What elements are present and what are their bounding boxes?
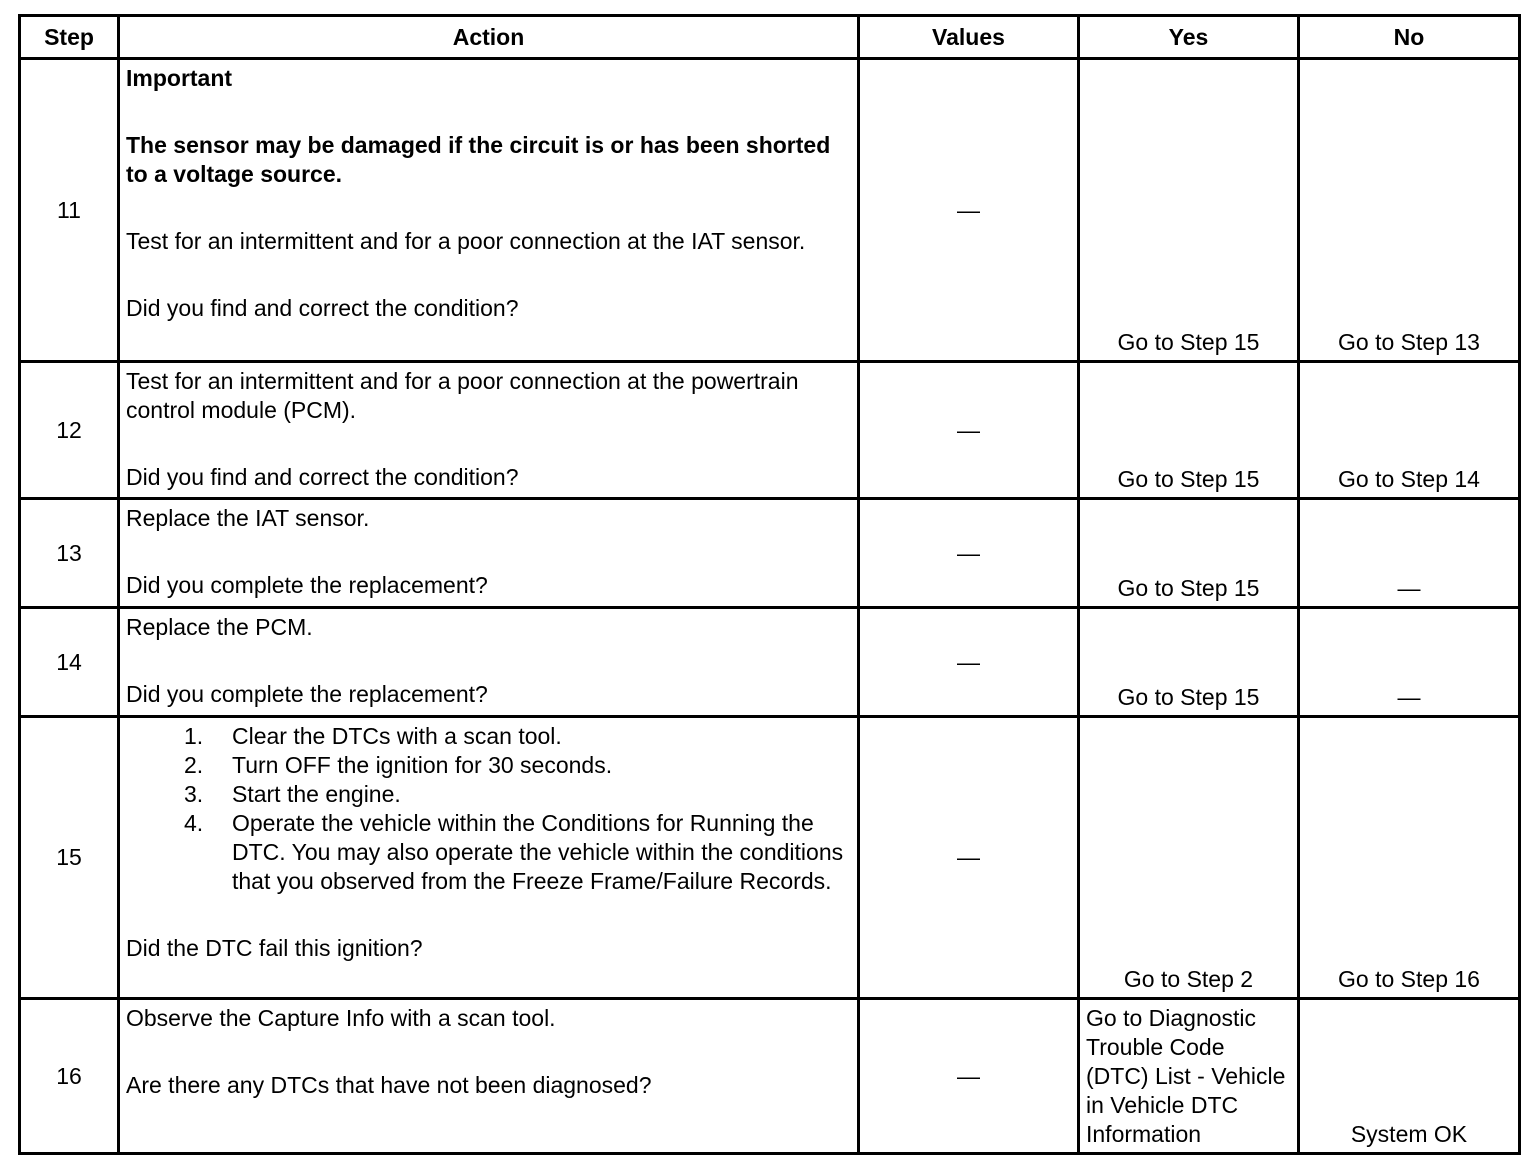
action-cell <box>119 362 859 499</box>
table-row <box>20 999 1520 1154</box>
yes-cell: Go to Step 15 <box>1079 608 1299 717</box>
step-number: 15 <box>20 717 119 999</box>
no-cell: Go to Step 14 <box>1299 362 1520 499</box>
no-cell: Go to Step 13 <box>1299 59 1520 362</box>
table-row <box>20 717 1520 999</box>
no-cell: System OK <box>1299 999 1520 1154</box>
yes-cell: Go to Step 15 <box>1079 499 1299 608</box>
list-item-text: Start the engine. <box>232 781 401 807</box>
list-item <box>184 780 851 809</box>
yes-cell: Go to Diagnostic Trouble Code (DTC) List - Vehicle in Vehicle DTC Information <box>1079 999 1299 1154</box>
list-item <box>184 809 851 896</box>
yes-cell: Go to Step 15 <box>1079 362 1299 499</box>
step-number: 16 <box>20 999 119 1154</box>
step-number: 13 <box>20 499 119 608</box>
values-cell: — <box>859 499 1079 608</box>
values-cell: — <box>859 608 1079 717</box>
values-cell: — <box>859 59 1079 362</box>
list-item-number: 4. <box>184 810 204 836</box>
procedure-list <box>126 722 851 896</box>
list-item-text: Turn OFF the ignition for 30 seconds. <box>232 752 613 778</box>
table-row <box>20 608 1520 717</box>
diagnostic-table <box>18 14 1521 1155</box>
action-instruction: Replace the IAT sensor. <box>126 505 370 531</box>
no-cell: — <box>1299 499 1520 608</box>
table-row <box>20 499 1520 608</box>
header-action: Action <box>119 16 859 59</box>
action-question: Did you find and correct the condition? <box>126 295 519 321</box>
list-item-number: 1. <box>184 723 204 749</box>
action-instruction: Test for an intermittent and for a poor connection at the IAT sensor. <box>126 228 806 254</box>
step-number: 11 <box>20 59 119 362</box>
important-text: The sensor may be damaged if the circuit is or has been shorted to a voltage source. <box>126 132 831 187</box>
action-cell <box>119 717 859 999</box>
header-no: No <box>1299 16 1520 59</box>
action-question: Did the DTC fail this ignition? <box>126 935 423 961</box>
header-row <box>20 16 1520 59</box>
action-cell <box>119 999 859 1154</box>
action-cell <box>119 59 859 362</box>
table-row <box>20 59 1520 362</box>
no-cell: Go to Step 16 <box>1299 717 1520 999</box>
values-cell: — <box>859 717 1079 999</box>
table-row <box>20 362 1520 499</box>
yes-cell: Go to Step 2 <box>1079 717 1299 999</box>
header-step: Step <box>20 16 119 59</box>
step-number: 12 <box>20 362 119 499</box>
step-number: 14 <box>20 608 119 717</box>
header-values: Values <box>859 16 1079 59</box>
action-instruction: Replace the PCM. <box>126 614 313 640</box>
list-item-number: 3. <box>184 781 204 807</box>
values-cell: — <box>859 999 1079 1154</box>
action-question: Did you complete the replacement? <box>126 681 488 707</box>
action-question: Are there any DTCs that have not been diagnosed? <box>126 1072 652 1098</box>
list-item <box>184 751 851 780</box>
list-item <box>184 722 851 751</box>
list-item-text: Operate the vehicle within the Conditions for Running the DTC. You may also operate the vehicle within the conditions that you observed from the Freeze Frame/Failure Records. <box>232 810 844 894</box>
yes-cell: Go to Step 15 <box>1079 59 1299 362</box>
action-question: Did you complete the replacement? <box>126 572 488 598</box>
action-instruction: Observe the Capture Info with a scan tool. <box>126 1005 556 1031</box>
no-cell: — <box>1299 608 1520 717</box>
important-title: Important <box>126 65 233 91</box>
action-question: Did you find and correct the condition? <box>126 464 519 490</box>
header-yes: Yes <box>1079 16 1299 59</box>
action-cell <box>119 499 859 608</box>
list-item-text: Clear the DTCs with a scan tool. <box>232 723 562 749</box>
action-instruction: Test for an intermittent and for a poor connection at the powertrain control module (PCM). <box>126 368 799 423</box>
action-cell <box>119 608 859 717</box>
values-cell: — <box>859 362 1079 499</box>
list-item-number: 2. <box>184 752 204 778</box>
